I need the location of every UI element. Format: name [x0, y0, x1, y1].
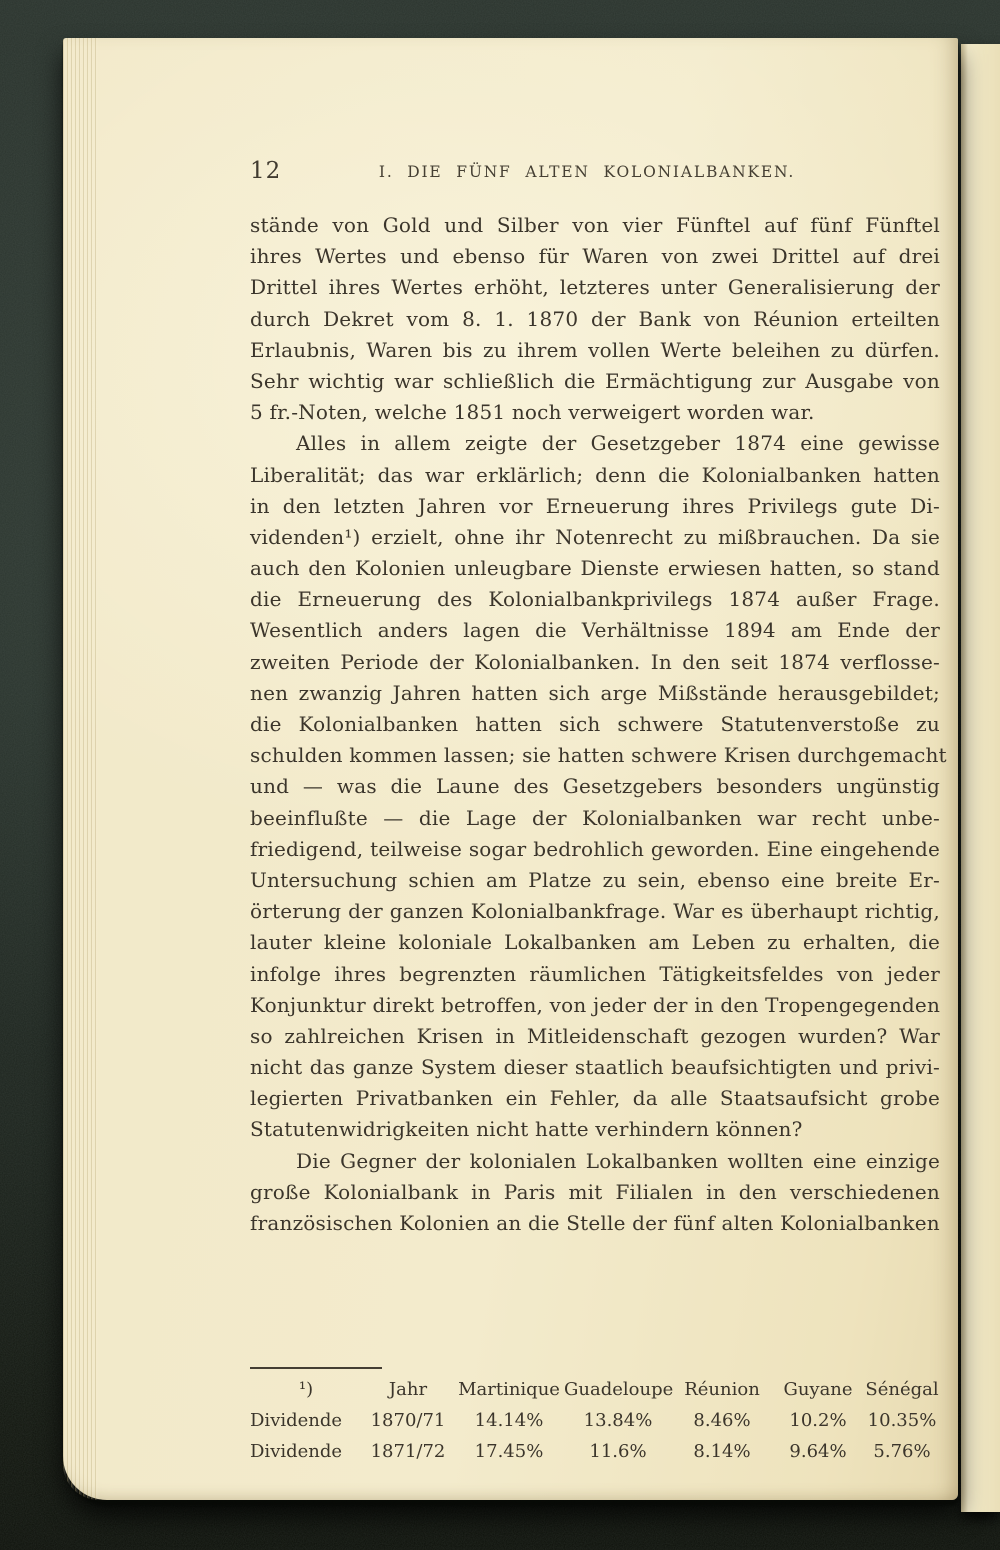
text-line: die Kolonialbanken hatten sich schwere Statutenverstoße zu: [250, 712, 940, 736]
text-line: Liberalität; das war erklärlich; denn die Kolonialbanken hatten: [250, 462, 940, 487]
table-cell: Jahr: [388, 1379, 428, 1400]
table-cell: Dividende: [250, 1410, 343, 1431]
text-line: beeinflußte — die Lage der Kolonialbanken war recht unbe-: [250, 805, 940, 830]
page-number: 12: [250, 158, 282, 184]
table-cell: 9.64%: [789, 1441, 847, 1462]
table-cell: 1871/72: [370, 1441, 446, 1462]
text-line: örterung der ganzen Kolonialbankfrage. War es überhaupt richtig,: [250, 899, 940, 924]
table-row: [250, 1436, 940, 1467]
table-cell: 11.6%: [589, 1441, 647, 1462]
table-cell: 10.35%: [867, 1410, 937, 1431]
next-page-edge: [961, 44, 1000, 1512]
text-line: friedigend, teilweise sogar bedrohlich geworden. Eine eingehende: [250, 836, 940, 861]
text-line: in den letzten Jahren vor Erneuerung ihres Privilegs gute Di-: [250, 493, 940, 518]
table-cell: 1870/71: [370, 1410, 446, 1431]
page-content: [250, 158, 947, 1462]
text-line: zweiten Periode der Kolonialbanken. In den seit 1874 verflosse-: [250, 649, 940, 674]
text-line: Die Gegner der kolonialen Lokalbanken wollten eine einzige: [296, 1148, 940, 1173]
table-cell: 13.84%: [583, 1410, 653, 1431]
text-line: stände von Gold und Silber von vier Fünftel auf fünf Fünftel: [250, 213, 940, 237]
text-line: französischen Kolonien an die Stelle der fünf alten Kolonialbanken: [250, 1211, 940, 1235]
text-line: Sehr wichtig war schließlich die Ermächtigung zur Ausgabe von: [250, 368, 940, 393]
text-line: und — was die Laune des Gesetzgebers besonders ungünstig: [250, 774, 940, 799]
text-line: große Kolonialbank in Paris mit Filialen in den verschiedenen: [250, 1179, 940, 1204]
text-line: Wesentlich anders lagen die Verhältnisse 1894 am Ende der: [250, 618, 940, 643]
text-line: legierten Privatbanken ein Fehler, da alle Staatsaufsicht grobe: [250, 1086, 940, 1111]
table-cell: 17.45%: [474, 1441, 544, 1462]
text-line: die Erneuerung des Kolonialbankprivilegs 1874 außer Frage.: [250, 587, 940, 612]
text-line: so zahlreichen Krisen in Mitleidenschaft gezogen wurden? War: [250, 1023, 940, 1048]
text-line: ihres Wertes und ebenso für Waren von zwei Drittel auf drei: [250, 244, 940, 269]
table-cell: 8.14%: [693, 1441, 751, 1462]
table-row: [250, 1405, 940, 1436]
running-title: I. DIE FÜNF ALTEN KOLONIALBANKEN.: [378, 163, 796, 181]
table-cell: 14.14%: [474, 1410, 544, 1431]
table-cell: Guadeloupe: [564, 1379, 674, 1400]
text-line: 5 fr.-Noten, welche 1851 noch verweigert worden war.: [250, 400, 815, 425]
footnote-table: [250, 1374, 940, 1467]
text-line: Untersuchung schien am Platze zu sein, ebenso eine breite Er-: [250, 867, 940, 892]
table-cell: Martinique: [458, 1379, 560, 1400]
text-line: Statutenwidrigkeiten nicht hatte verhindern können?: [250, 1117, 803, 1142]
text-line: durch Dekret vom 8. 1. 1870 der Bank von Réunion erteilten: [250, 306, 940, 331]
page-stack-edges: [63, 38, 99, 1500]
table-cell: Dividende: [250, 1441, 343, 1462]
running-header: [250, 158, 940, 192]
table-cell: 10.2%: [789, 1410, 847, 1431]
body-text: [250, 210, 947, 1239]
text-line: Erlaubnis, Waren bis zu ihrem vollen Werte beleihen zu dürfen.: [250, 337, 940, 362]
text-line: nicht das ganze System dieser staatlich beaufsichtigten und privi-: [250, 1055, 940, 1080]
footnote-separator: [250, 1367, 382, 1369]
text-line: auch den Kolonien unleugbare Dienste erwiesen hatten, so stand: [250, 556, 940, 581]
text-line: schulden kommen lassen; sie hatten schwere Krisen durchgemacht: [250, 743, 947, 768]
table-cell: Guyane: [783, 1379, 853, 1400]
text-line: Alles in allem zeigte der Gesetzgeber 1874 eine gewisse: [296, 431, 940, 456]
text-line: Drittel ihres Wertes erhöht, letzteres unter Generalisierung der: [250, 275, 940, 300]
table-header-row: [250, 1374, 940, 1405]
footnote: [250, 1367, 940, 1467]
table-cell: ¹): [298, 1379, 314, 1400]
book-page: [63, 38, 958, 1500]
table-cell: Réunion: [684, 1379, 760, 1400]
text-line: infolge ihres begrenzten räumlichen Tätigkeitsfeldes von jeder: [250, 961, 940, 986]
text-line: videnden¹) erzielt, ohne ihr Notenrecht zu mißbrauchen. Da sie: [250, 524, 940, 549]
table-cell: Sénégal: [865, 1379, 939, 1400]
text-line: Konjunktur direkt betroffen, von jeder der in den Tropengegenden: [250, 992, 941, 1017]
table-cell: 5.76%: [873, 1441, 931, 1462]
table-cell: 8.46%: [693, 1410, 751, 1431]
text-line: nen zwanzig Jahren hatten sich arge Mißstände herausgebildet;: [250, 680, 940, 705]
text-line: lauter kleine koloniale Lokalbanken am Leben zu erhalten, die: [250, 930, 940, 955]
